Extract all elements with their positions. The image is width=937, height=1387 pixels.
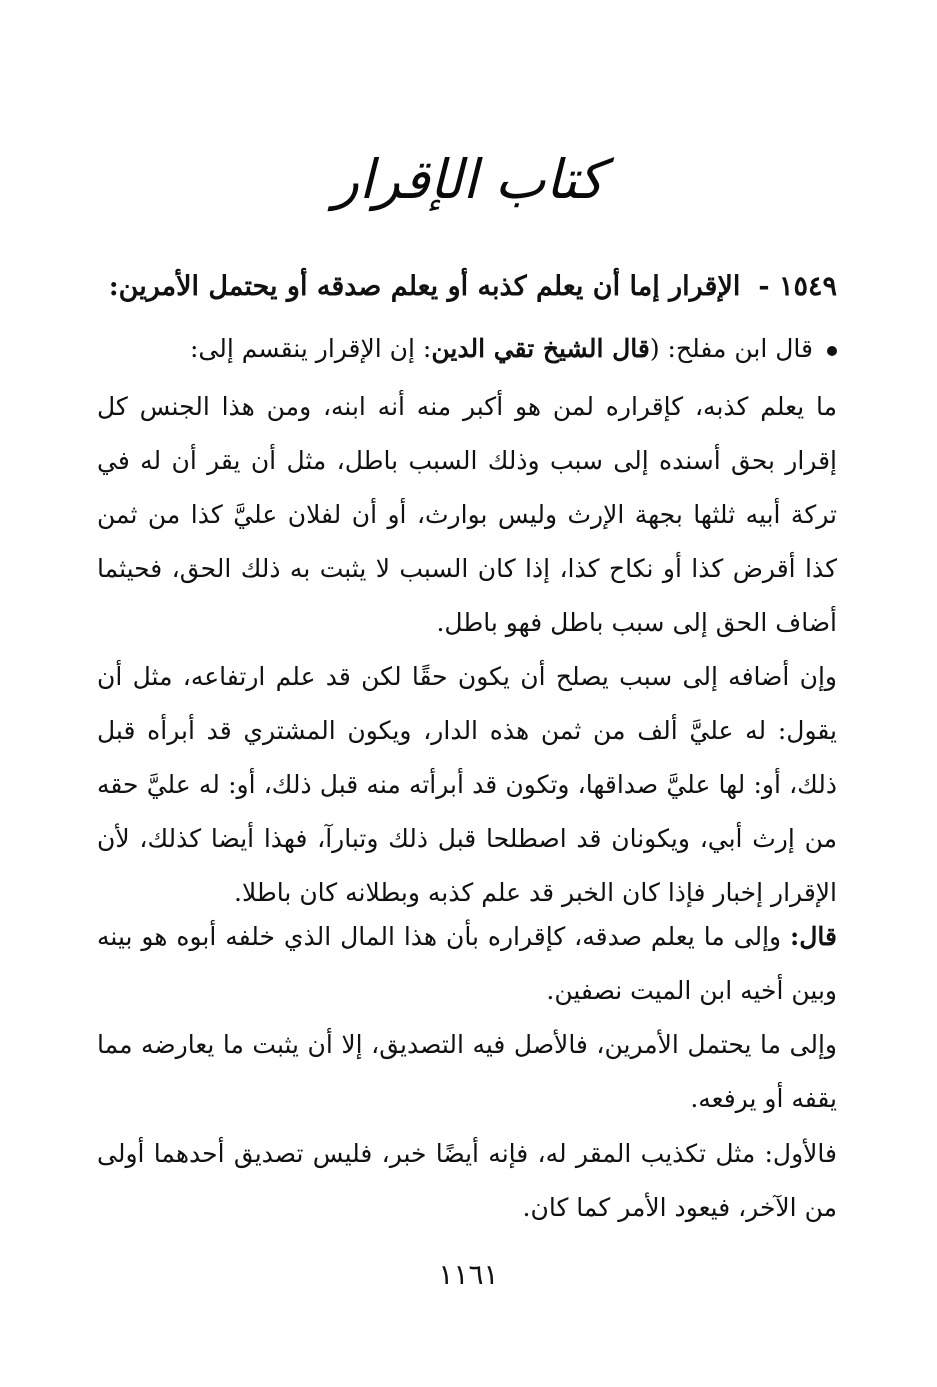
paragraph-2: وإن أضافه إلى سبب يصلح أن يكون حقًا لكن قد علم ارتفاعه، مثل أن يقول: له عليَّ ألف من ثمن هذه الدار، ويكون المشتري قد أبرأه قبل ذلك، أو: لها عليَّ صداقها، وتكون قد أبرأته منه قبل ذلك، أو: له عليَّ حقه من إرث أبي، ويكونان قد اصطلحا قبل ذلك وتبارآ، فهذا أيضا كذلك، لأن الإقرار إخبار فإذا كان الخبر قد علم كذبه وبطلانه كان باطلا.: [97, 662, 837, 907]
page-number: ١١٦١: [438, 1258, 499, 1291]
paragraph-5: فالأول: مثل تكذيب المقر له، فإنه أيضًا خبر، فليس تصديق أحدهما أولى من الآخر، فيعود الأمر كما كان.: [97, 1139, 837, 1222]
section-number: ١٥٤٩ -: [758, 271, 837, 302]
paragraph-3: [97, 910, 837, 1018]
bullet-rest: : إن الإقرار ينقسم إلى:: [189, 334, 432, 363]
paragraph-4: وإلى ما يحتمل الأمرين، فالأصل فيه التصديق، إلا أن يثبت ما يعارضه مما يقفه أو يرفعه.: [97, 1030, 837, 1113]
paragraph-1: ما يعلم كذبه، كإقراره لمن هو أكبر منه أنه ابنه، ومن هذا الجنس كل إقرار بحق أسنده إلى سبب وذلك السبب باطل، مثل أن يقر أن له في تركة أبيه ثلثها بجهة الإرث وليس بوارث، أو أن لفلان عليَّ كذا من ثمن كذا أقرض كذا أو نكاح كذا، إذا كان السبب لا يثبت به ذلك الحق، فحيثما أضاف الحق إلى سبب باطل فهو باطل.: [97, 392, 837, 637]
bullet-intro: قال ابن مفلح: (: [649, 334, 813, 363]
bullet-line: [97, 322, 837, 376]
qala-text: وإلى ما يعلم صدقه، كإقراره بأن هذا المال الذي خلفه أبوه هو بينه وبين أخيه ابن الميت نصفين.: [97, 922, 837, 1005]
bullet-dot-icon: [827, 346, 837, 356]
section-heading: [97, 260, 837, 314]
qala-label: قال:: [790, 922, 837, 951]
bullet-bold: قال الشيخ تقي الدين: [431, 334, 650, 363]
section-heading-text: الإقرار إما أن يعلم كذبه أو يعلم صدقه أو يحتمل الأمرين:: [108, 271, 741, 302]
book-title: كتاب الإقرار: [332, 148, 605, 211]
